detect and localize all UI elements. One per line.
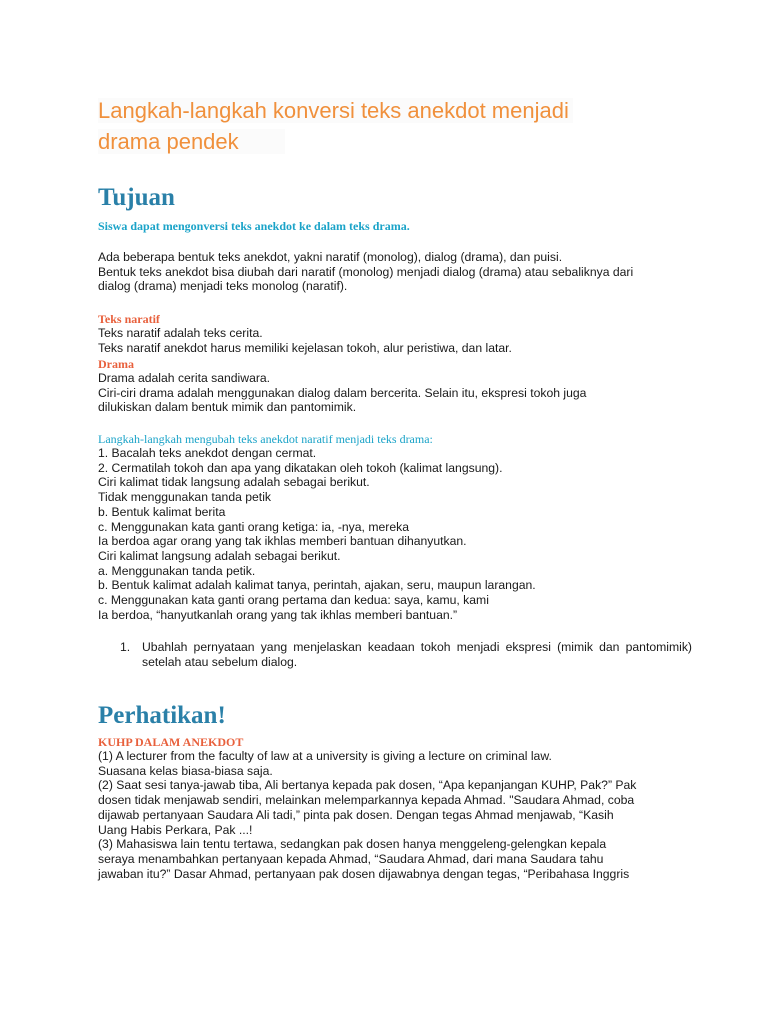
drama-line-2: Ciri-ciri drama adalah menggunakan dialog dalam bercerita. Selain itu, ekspresi tokoh juga: [98, 385, 587, 400]
story-line: seraya menambahkan pertanyaan kepada Ahmad, “Saudara Ahmad, dari mana Saudara tahu: [98, 851, 604, 866]
story-line: jawaban itu?” Dasar Ahmad, pertanyaan pak dosen dijawabnya dengan tegas, “Peribahasa Inggris: [98, 866, 630, 881]
steps-line: 1. Bacalah teks anekdot dengan cermat.: [98, 446, 317, 460]
steps-line: Tidak menggunakan tanda petik: [98, 490, 271, 505]
intro-paragraph: [98, 250, 633, 294]
document-title: [98, 95, 638, 157]
steps-line: b. Bentuk kalimat berita: [98, 504, 226, 519]
perhatikan-heading: Perhatikan!: [98, 702, 226, 729]
story-line: (2) Saat sesi tanya-jawab tiba, Ali bertanya kepada pak dosen, “Apa kepanjangan KUHP, Pak?” Pak: [98, 778, 637, 793]
tujuan-subtitle: Siswa dapat mengonversi teks anekdot ke dalam teks drama.: [98, 219, 410, 233]
drama-line-3: dilukiskan dalam bentuk mimik dan pantomimik.: [98, 400, 357, 415]
intro-line-1: Ada beberapa bentuk teks anekdot, yakni naratif (monolog), dialog (drama), dan puisi.: [98, 250, 563, 264]
story-line: dosen tidak menjawab sendiri, melainkan melemparkannya kepada Ahmad. "Saudara Ahmad, coba: [98, 793, 635, 808]
steps-line: c. Menggunakan kata ganti orang pertama dan kedua: saya, kamu, kami: [98, 593, 489, 608]
story-title: KUHP DALAM ANEKDOT: [98, 735, 244, 749]
steps-line: c. Menggunakan kata ganti orang ketiga: ia, -nya, mereka: [98, 519, 409, 534]
title-line-1: Langkah-langkah konversi teks anekdot menjadi: [98, 98, 573, 123]
drama-label: Drama: [98, 357, 134, 371]
steps-line: 2. Cermatilah tokoh dan apa yang dikatakan oleh tokoh (kalimat langsung).: [98, 460, 503, 475]
list-item-text: Ubahlah pernyataan yang menjelaskan keadaan tokoh menjadi ekspresi (mimik dan pantomimik) setelah atau sebelum dialog.: [142, 640, 692, 669]
steps-line: Ciri kalimat tidak langsung adalah sebagai berikut.: [98, 475, 370, 490]
story-line: Uang Habis Perkara, Pak ...!: [98, 822, 253, 837]
story-body: [98, 749, 636, 881]
intro-line-2: Bentuk teks anekdot bisa diubah dari naratif (monolog) menjadi dialog (drama) atau sebaliknya dari: [98, 264, 634, 279]
naratif-line-1: Teks naratif adalah teks cerita.: [98, 326, 263, 340]
steps-line: a. Menggunakan tanda petik.: [98, 563, 256, 578]
intro-line-3: dialog (drama) menjadi teks monolog (naratif).: [98, 279, 348, 294]
drama-paragraph: [98, 371, 586, 415]
steps-heading: Langkah-langkah mengubah teks anekdot naratif menjadi teks drama:: [98, 432, 433, 446]
steps-list: [98, 446, 536, 622]
steps-line: Ia berdoa, “hanyutkanlah orang yang tak ikhlas memberi bantuan.”: [98, 607, 458, 622]
drama-line-1: Drama adalah cerita sandiwara.: [98, 371, 271, 385]
steps-line: b. Bentuk kalimat adalah kalimat tanya, perintah, ajakan, seru, maupun larangan.: [98, 578, 536, 593]
numbered-list-item: [120, 640, 692, 669]
steps-line: Ia berdoa agar orang yang tak ikhlas memberi bantuan dihanyutkan.: [98, 534, 467, 549]
naratif-label: Teks naratif: [98, 312, 160, 326]
naratif-line-2: Teks naratif anekdot harus memiliki kejelasan tokoh, alur peristiwa, dan latar.: [98, 340, 512, 355]
steps-line: Ciri kalimat langsung adalah sebagai berikut.: [98, 548, 341, 563]
story-line: Suasana kelas biasa-biasa saja.: [98, 763, 273, 778]
tujuan-heading: Tujuan: [98, 184, 175, 211]
title-line-2: drama pendek: [98, 129, 285, 154]
list-item-number: 1.: [120, 640, 131, 654]
naratif-paragraph: [98, 326, 512, 355]
story-line: (3) Mahasiswa lain tentu tertawa, sedangkan pak dosen hanya menggeleng-gelengkan kepala: [98, 837, 607, 852]
story-line: dijawab pertanyaan Saudara Ali tadi,” pinta pak dosen. Dengan tegas Ahmad menjawab, “Kasih: [98, 807, 614, 822]
story-line: (1) A lecturer from the faculty of law at a university is giving a lecture on criminal law.: [98, 749, 552, 763]
